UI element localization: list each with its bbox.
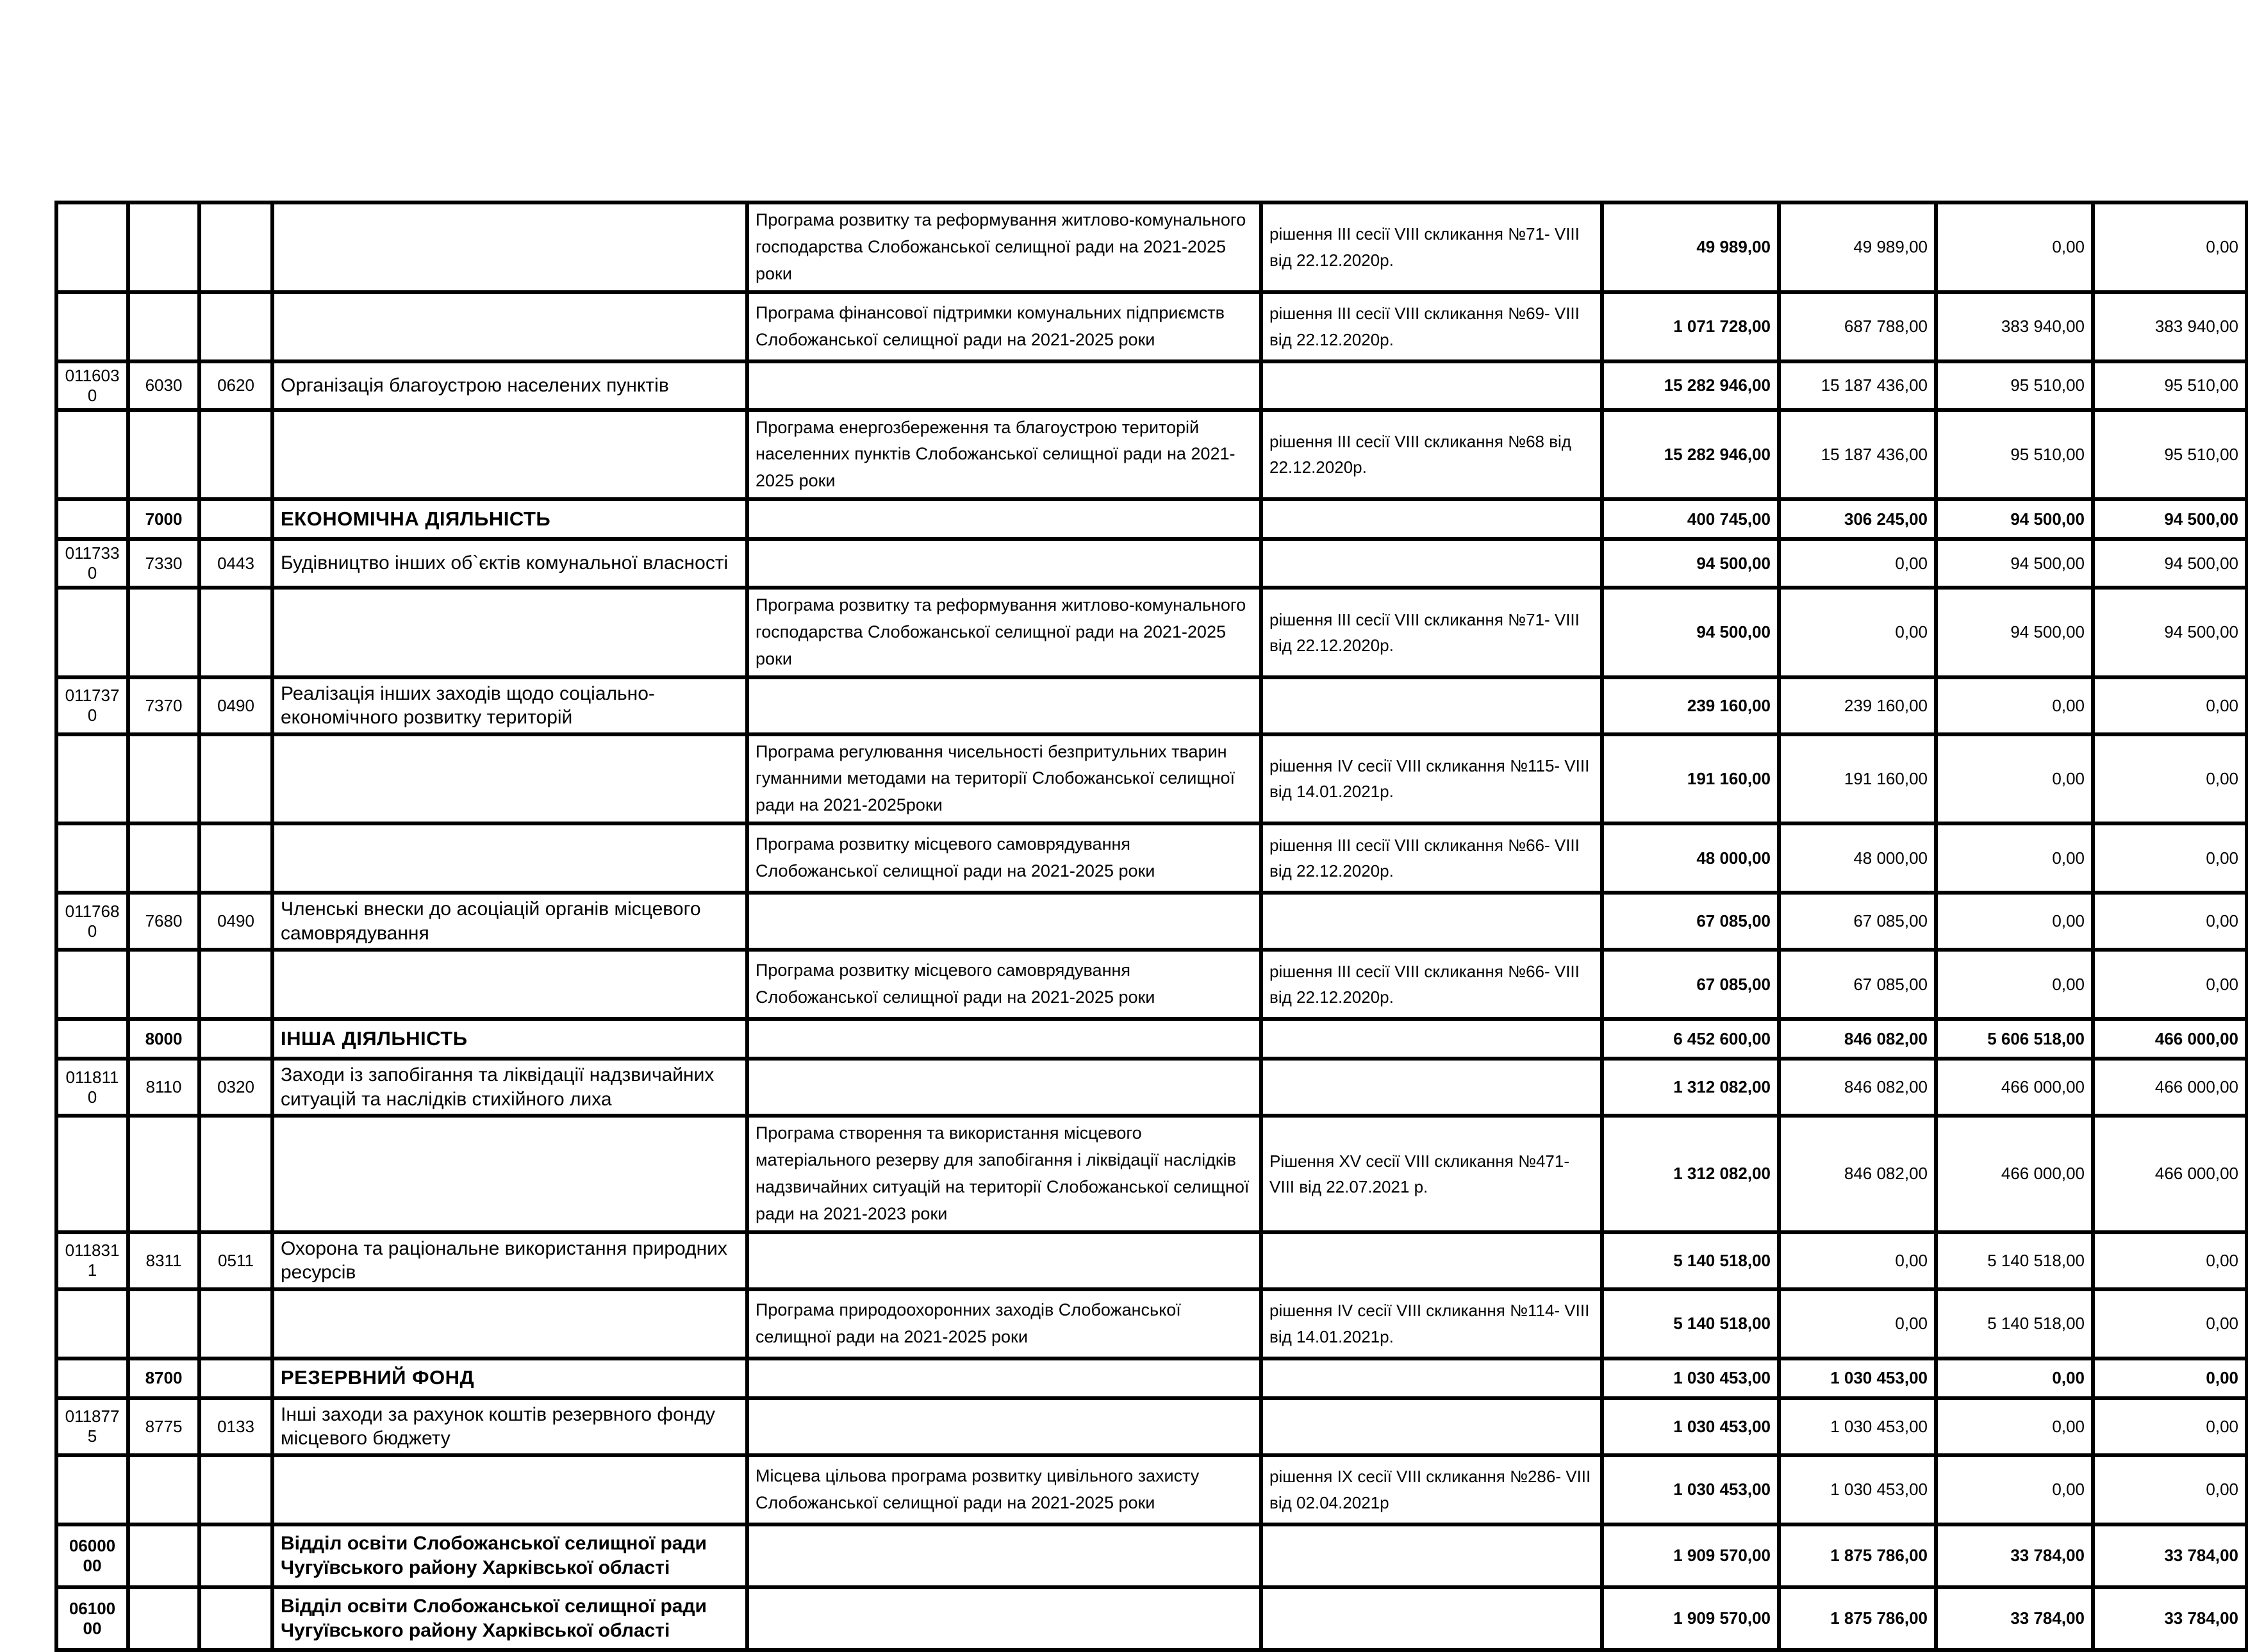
code-budget-cell: 8311 [128, 1232, 199, 1289]
code-budget-cell [128, 588, 199, 677]
program-name-cell: Програма розвитку місцевого самоврядування Слобожанської селищної ради на 2021-2025 роки [747, 950, 1261, 1019]
budget-table [54, 201, 2248, 1652]
program-name-cell: Програма створення та використання місцевого матеріального резерву для запобігання і ліквідації наслідків надзвичайних ситуацій на території Слобожанської селищної ради на 2021-2023 роки [747, 1116, 1261, 1232]
code-program-cell: 0118775 [56, 1398, 128, 1455]
code-budget-cell [128, 1455, 199, 1524]
code-budget-cell: 8110 [128, 1059, 199, 1116]
amount-cell-4: 33 784,00 [2093, 1587, 2247, 1650]
program-name-cell [747, 1059, 1261, 1116]
amount-cell-3: 466 000,00 [1936, 1059, 2093, 1116]
program-name-cell [747, 1232, 1261, 1289]
code-budget-cell [128, 823, 199, 893]
amount-cell-3: 0,00 [1936, 734, 2093, 824]
amount-cell-4: 94 500,00 [2093, 539, 2247, 588]
program-name-cell: Програма розвитку місцевого самоврядування Слобожанської селищної ради на 2021-2025 роки [747, 823, 1261, 893]
amount-cell-2: 15 187 436,00 [1779, 410, 1936, 500]
table-row [56, 499, 2247, 539]
name-cell [272, 734, 747, 824]
code-budget-cell: 8775 [128, 1398, 199, 1455]
code-program-cell: 0118311 [56, 1232, 128, 1289]
program-name-cell [747, 361, 1261, 410]
table-row [56, 1455, 2247, 1524]
amount-cell-4: 0,00 [2093, 1455, 2247, 1524]
amount-cell-3: 33 784,00 [1936, 1524, 2093, 1587]
code-function-cell [199, 1289, 272, 1359]
name-cell [272, 1455, 747, 1524]
amount-total-cell: 1 030 453,00 [1602, 1455, 1779, 1524]
code-function-cell [199, 292, 272, 361]
code-program-cell: 0116030 [56, 361, 128, 410]
code-function-cell [199, 1019, 272, 1059]
code-budget-cell [128, 1524, 199, 1587]
decision-cell [1261, 1587, 1602, 1650]
table-row [56, 410, 2247, 500]
amount-cell-3: 0,00 [1936, 950, 2093, 1019]
code-function-cell [199, 588, 272, 677]
code-function-cell [199, 1455, 272, 1524]
table-row [56, 1059, 2247, 1116]
code-program-cell [56, 1455, 128, 1524]
program-name-cell [747, 677, 1261, 734]
amount-total-cell: 191 160,00 [1602, 734, 1779, 824]
name-cell [272, 1116, 747, 1232]
amount-cell-2: 191 160,00 [1779, 734, 1936, 824]
code-budget-cell [128, 1289, 199, 1359]
name-cell: Заходи із запобігання та ліквідації надзвичайних ситуацій та наслідків стихійного лиха [272, 1059, 747, 1116]
amount-cell-4: 33 784,00 [2093, 1524, 2247, 1587]
amount-total-cell: 5 140 518,00 [1602, 1232, 1779, 1289]
amount-cell-4: 0,00 [2093, 1289, 2247, 1359]
amount-total-cell: 1 312 082,00 [1602, 1116, 1779, 1232]
amount-cell-4: 383 940,00 [2093, 292, 2247, 361]
name-cell: Членські внески до асоціацій органів місцевого самоврядування [272, 893, 747, 950]
name-cell [272, 410, 747, 500]
amount-cell-3: 94 500,00 [1936, 539, 2093, 588]
name-cell: Інші заходи за рахунок коштів резервного фонду місцевого бюджету [272, 1398, 747, 1455]
amount-cell-2: 687 788,00 [1779, 292, 1936, 361]
name-cell [272, 1289, 747, 1359]
name-cell: ЕКОНОМІЧНА ДІЯЛЬНІСТЬ [272, 499, 747, 539]
code-program-cell [56, 588, 128, 677]
decision-cell: рішення III сесії VIII скликання №71- VIII від 22.12.2020р. [1261, 202, 1602, 292]
amount-cell-3: 94 500,00 [1936, 499, 2093, 539]
name-cell: Відділ освіти Слобожанської селищної ради Чугуївського району Харківської області [272, 1524, 747, 1587]
amount-cell-4: 0,00 [2093, 950, 2247, 1019]
amount-cell-2: 1 030 453,00 [1779, 1359, 1936, 1398]
amount-cell-2: 48 000,00 [1779, 823, 1936, 893]
amount-total-cell: 400 745,00 [1602, 499, 1779, 539]
amount-cell-4: 0,00 [2093, 823, 2247, 893]
amount-cell-3: 5 140 518,00 [1936, 1289, 2093, 1359]
amount-cell-4: 95 510,00 [2093, 361, 2247, 410]
code-program-cell [56, 950, 128, 1019]
decision-cell [1261, 361, 1602, 410]
amount-cell-4: 466 000,00 [2093, 1019, 2247, 1059]
amount-cell-3: 466 000,00 [1936, 1116, 2093, 1232]
name-cell [272, 292, 747, 361]
amount-cell-3: 5 606 518,00 [1936, 1019, 2093, 1059]
code-function-cell [199, 823, 272, 893]
decision-cell: рішення III сесії VIII скликання №69- VIII від 22.12.2020р. [1261, 292, 1602, 361]
table-row [56, 202, 2247, 292]
amount-total-cell: 1 071 728,00 [1602, 292, 1779, 361]
code-function-cell: 0490 [199, 677, 272, 734]
decision-cell [1261, 499, 1602, 539]
amount-cell-2: 49 989,00 [1779, 202, 1936, 292]
table-row [56, 1398, 2247, 1455]
amount-total-cell: 1 909 570,00 [1602, 1524, 1779, 1587]
amount-cell-3: 0,00 [1936, 1359, 2093, 1398]
amount-cell-2: 0,00 [1779, 1232, 1936, 1289]
amount-cell-2: 846 082,00 [1779, 1116, 1936, 1232]
code-budget-cell [128, 1587, 199, 1650]
amount-cell-4: 0,00 [2093, 202, 2247, 292]
name-cell [272, 823, 747, 893]
table-row [56, 823, 2247, 893]
table-row [56, 1116, 2247, 1232]
code-function-cell: 0490 [199, 893, 272, 950]
name-cell: Охорона та раціональне використання природних ресурсів [272, 1232, 747, 1289]
name-cell: Будівництво інших об`єктів комунальної власності [272, 539, 747, 588]
decision-cell [1261, 677, 1602, 734]
code-program-cell [56, 823, 128, 893]
amount-cell-2: 0,00 [1779, 1289, 1936, 1359]
amount-cell-3: 5 140 518,00 [1936, 1232, 2093, 1289]
amount-cell-2: 846 082,00 [1779, 1059, 1936, 1116]
table-row [56, 734, 2247, 824]
amount-cell-4: 0,00 [2093, 893, 2247, 950]
amount-cell-4: 0,00 [2093, 1398, 2247, 1455]
table-row [56, 1359, 2247, 1398]
code-program-cell: 0118110 [56, 1059, 128, 1116]
program-name-cell [747, 539, 1261, 588]
amount-cell-2: 67 085,00 [1779, 950, 1936, 1019]
table-row [56, 1289, 2247, 1359]
amount-total-cell: 49 989,00 [1602, 202, 1779, 292]
table-row [56, 1587, 2247, 1650]
code-function-cell: 0443 [199, 539, 272, 588]
amount-cell-2: 1 030 453,00 [1779, 1398, 1936, 1455]
decision-cell: Рішення XV сесії VIII скликання №471-VIII від 22.07.2021 р. [1261, 1116, 1602, 1232]
amount-cell-4: 466 000,00 [2093, 1116, 2247, 1232]
program-name-cell: Програма розвитку та реформування житлово-комунального господарства Слобожанської селищної ради на 2021-2025 роки [747, 202, 1261, 292]
decision-cell: рішення IX сесії VIII скликання №286- VIII від 02.04.2021р [1261, 1455, 1602, 1524]
amount-total-cell: 1 312 082,00 [1602, 1059, 1779, 1116]
program-name-cell [747, 1019, 1261, 1059]
program-name-cell: Програма енергозбереження та благоустрою територій населенних пунктів Слобожанської селищної ради на 2021-2025 роки [747, 410, 1261, 500]
table-row [56, 677, 2247, 734]
code-budget-cell: 7680 [128, 893, 199, 950]
decision-cell [1261, 539, 1602, 588]
program-name-cell: Програма регулювання чисельності безпритульних тварин гуманними методами на території Слобожанської селищної ради на 2021-2025роки [747, 734, 1261, 824]
amount-total-cell: 15 282 946,00 [1602, 361, 1779, 410]
program-name-cell [747, 1398, 1261, 1455]
amount-cell-2: 67 085,00 [1779, 893, 1936, 950]
amount-total-cell: 48 000,00 [1602, 823, 1779, 893]
code-program-cell [56, 1019, 128, 1059]
amount-cell-3: 0,00 [1936, 677, 2093, 734]
code-program-cell [56, 202, 128, 292]
amount-cell-4: 466 000,00 [2093, 1059, 2247, 1116]
code-program-cell [56, 410, 128, 500]
code-budget-cell [128, 202, 199, 292]
decision-cell [1261, 1524, 1602, 1587]
amount-cell-4: 0,00 [2093, 1359, 2247, 1398]
table-row [56, 588, 2247, 677]
amount-cell-3: 0,00 [1936, 893, 2093, 950]
program-name-cell [747, 1524, 1261, 1587]
amount-cell-3: 0,00 [1936, 202, 2093, 292]
name-cell: Реалізація інших заходів щодо соціально-економічного розвитку територій [272, 677, 747, 734]
code-budget-cell: 6030 [128, 361, 199, 410]
code-program-cell [56, 734, 128, 824]
amount-total-cell: 67 085,00 [1602, 893, 1779, 950]
code-function-cell [199, 1359, 272, 1398]
table-row [56, 292, 2247, 361]
amount-total-cell: 94 500,00 [1602, 539, 1779, 588]
decision-cell [1261, 1232, 1602, 1289]
table-row [56, 539, 2247, 588]
amount-cell-2: 1 875 786,00 [1779, 1524, 1936, 1587]
code-budget-cell [128, 950, 199, 1019]
code-function-cell: 0133 [199, 1398, 272, 1455]
table-row [56, 950, 2247, 1019]
amount-cell-4: 0,00 [2093, 677, 2247, 734]
code-budget-cell [128, 1116, 199, 1232]
decision-cell: рішення III сесії VIII скликання №71- VIII від 22.12.2020р. [1261, 588, 1602, 677]
code-function-cell [199, 1524, 272, 1587]
code-program-cell: 0117330 [56, 539, 128, 588]
amount-total-cell: 67 085,00 [1602, 950, 1779, 1019]
code-budget-cell: 7000 [128, 499, 199, 539]
decision-cell: рішення IV сесії VIII скликання №114- VIII від 14.01.2021р. [1261, 1289, 1602, 1359]
program-name-cell [747, 1587, 1261, 1650]
program-name-cell [747, 1359, 1261, 1398]
table-body [56, 202, 2247, 1650]
decision-cell: рішення III сесії VIII скликання №68 від 22.12.2020р. [1261, 410, 1602, 500]
amount-total-cell: 94 500,00 [1602, 588, 1779, 677]
code-budget-cell [128, 734, 199, 824]
amount-cell-3: 33 784,00 [1936, 1587, 2093, 1650]
code-program-cell [56, 292, 128, 361]
table-row [56, 1019, 2247, 1059]
amount-total-cell: 1 030 453,00 [1602, 1398, 1779, 1455]
decision-cell: рішення III сесії VIII скликання №66- VIII від 22.12.2020р. [1261, 950, 1602, 1019]
code-program-cell [56, 1359, 128, 1398]
amount-cell-2: 15 187 436,00 [1779, 361, 1936, 410]
table-row [56, 1232, 2247, 1289]
name-cell: РЕЗЕРВНИЙ ФОНД [272, 1359, 747, 1398]
amount-cell-3: 0,00 [1936, 1398, 2093, 1455]
decision-cell: рішення III сесії VIII скликання №66- VIII від 22.12.2020р. [1261, 823, 1602, 893]
code-budget-cell [128, 410, 199, 500]
amount-cell-2: 1 030 453,00 [1779, 1455, 1936, 1524]
decision-cell [1261, 1019, 1602, 1059]
name-cell: ІНША ДІЯЛЬНІСТЬ [272, 1019, 747, 1059]
code-function-cell [199, 1116, 272, 1232]
code-budget-cell: 7330 [128, 539, 199, 588]
amount-total-cell: 15 282 946,00 [1602, 410, 1779, 500]
amount-cell-4: 0,00 [2093, 1232, 2247, 1289]
name-cell [272, 950, 747, 1019]
code-program-cell [56, 1289, 128, 1359]
code-function-cell: 0320 [199, 1059, 272, 1116]
amount-cell-3: 95 510,00 [1936, 410, 2093, 500]
amount-cell-4: 0,00 [2093, 734, 2247, 824]
name-cell: Організація благоустрою населених пунктів [272, 361, 747, 410]
name-cell: Відділ освіти Слобожанської селищної ради Чугуївського району Харківської області [272, 1587, 747, 1650]
code-program-cell: 0610000 [56, 1587, 128, 1650]
program-name-cell: Програма фінансової підтримки комунальних підприємств Слобожанської селищної ради на 2021-2025 роки [747, 292, 1261, 361]
program-name-cell [747, 893, 1261, 950]
amount-cell-2: 306 245,00 [1779, 499, 1936, 539]
code-function-cell [199, 202, 272, 292]
code-program-cell [56, 1116, 128, 1232]
amount-cell-2: 1 875 786,00 [1779, 1587, 1936, 1650]
name-cell [272, 202, 747, 292]
table-row [56, 893, 2247, 950]
amount-cell-4: 94 500,00 [2093, 588, 2247, 677]
amount-cell-4: 94 500,00 [2093, 499, 2247, 539]
code-program-cell [56, 499, 128, 539]
code-budget-cell: 8000 [128, 1019, 199, 1059]
table-row [56, 1524, 2247, 1587]
amount-cell-4: 95 510,00 [2093, 410, 2247, 500]
code-program-cell: 0117370 [56, 677, 128, 734]
program-name-cell: Програма природоохоронних заходів Слобожанської селищної ради на 2021-2025 роки [747, 1289, 1261, 1359]
amount-total-cell: 5 140 518,00 [1602, 1289, 1779, 1359]
code-program-cell: 0117680 [56, 893, 128, 950]
code-budget-cell: 7370 [128, 677, 199, 734]
amount-cell-3: 0,00 [1936, 823, 2093, 893]
code-function-cell [199, 734, 272, 824]
amount-total-cell: 239 160,00 [1602, 677, 1779, 734]
decision-cell [1261, 1359, 1602, 1398]
code-budget-cell: 8700 [128, 1359, 199, 1398]
program-name-cell: Програма розвитку та реформування житлово-комунального господарства Слобожанської селищної ради на 2021-2025 роки [747, 588, 1261, 677]
amount-total-cell: 1 030 453,00 [1602, 1359, 1779, 1398]
decision-cell [1261, 1398, 1602, 1455]
code-function-cell: 0511 [199, 1232, 272, 1289]
decision-cell [1261, 1059, 1602, 1116]
amount-cell-2: 0,00 [1779, 539, 1936, 588]
code-budget-cell [128, 292, 199, 361]
amount-cell-2: 239 160,00 [1779, 677, 1936, 734]
code-program-cell: 0600000 [56, 1524, 128, 1587]
program-name-cell [747, 499, 1261, 539]
program-name-cell: Місцева цільова програма розвитку цивільного захисту Слобожанської селищної ради на 2021-2025 роки [747, 1455, 1261, 1524]
code-function-cell [199, 499, 272, 539]
name-cell [272, 588, 747, 677]
table-row [56, 361, 2247, 410]
code-function-cell [199, 410, 272, 500]
code-function-cell [199, 1587, 272, 1650]
amount-total-cell: 1 909 570,00 [1602, 1587, 1779, 1650]
amount-total-cell: 6 452 600,00 [1602, 1019, 1779, 1059]
code-function-cell: 0620 [199, 361, 272, 410]
amount-cell-3: 383 940,00 [1936, 292, 2093, 361]
amount-cell-3: 0,00 [1936, 1455, 2093, 1524]
code-function-cell [199, 950, 272, 1019]
decision-cell: рішення IV сесії VIII скликання №115- VIII від 14.01.2021р. [1261, 734, 1602, 824]
decision-cell [1261, 893, 1602, 950]
amount-cell-3: 94 500,00 [1936, 588, 2093, 677]
amount-cell-2: 0,00 [1779, 588, 1936, 677]
amount-cell-3: 95 510,00 [1936, 361, 2093, 410]
amount-cell-2: 846 082,00 [1779, 1019, 1936, 1059]
